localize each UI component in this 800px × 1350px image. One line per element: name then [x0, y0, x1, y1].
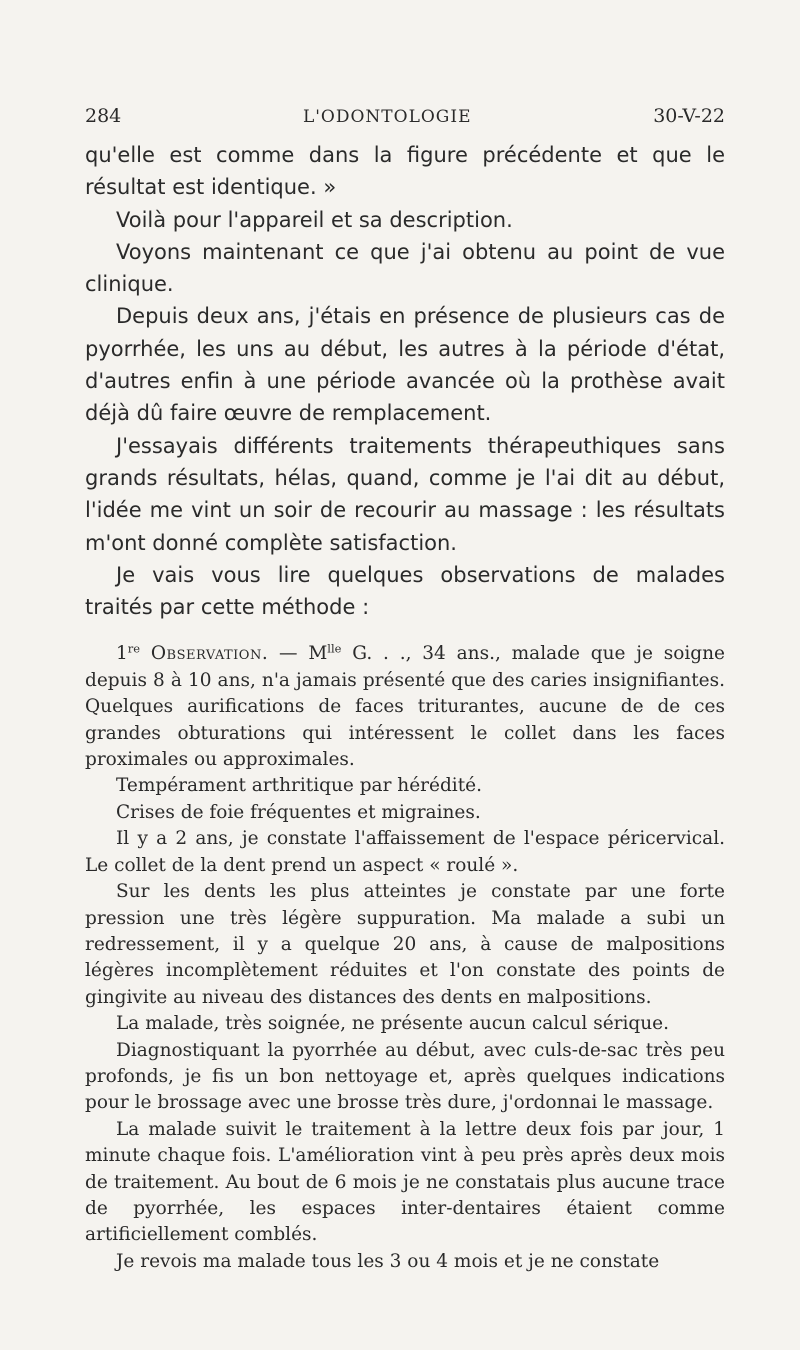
observation-text: G. . ., 34 ans., malade que je soigne depuis 8 à 10 ans, n'a jamais présenté que des caries insignifiantes. Quelques aurifications de faces triturantes, aucune de de ces grandes obturations qui intéressent le collet dans les faces proximales ou approximales.: [85, 643, 726, 771]
issue-date: 30-V-22: [653, 105, 725, 127]
book-page: [85, 105, 725, 1275]
paragraph: Crises de foie fréquentes et migraines.: [116, 801, 481, 823]
paragraph: Diagnostiquant la pyorrhée au début, avec culs-de-sac très peu profonds, je fis un bon nettoyage et, après quelques indications pour le brossage avec une brosse très dure, j'ordonnai le massage.: [85, 1039, 725, 1114]
paragraph: Je vais vous lire quelques observations de malades traités par cette méthode :: [85, 562, 725, 620]
running-head: [85, 105, 725, 139]
paragraph: Voyons maintenant ce que j'ai obtenu au point de vue clinique.: [85, 239, 725, 297]
paragraph: qu'elle est comme dans la figure précédente et que le résultat est identique. »: [85, 143, 725, 200]
journal-title: L'ODONTOLOGIE: [302, 107, 472, 127]
title-suffix: lle: [327, 642, 342, 657]
paragraph: La malade suivit le traitement à la lettre deux fois par jour, 1 minute chaque fois. L'amélioration vint à peu près après deux mois de traitement. Au bout de 6 mois je ne constatais plus aucune trace de pyorrhée, les espaces inter-dentaires étaient comme artificiellement comblés.: [85, 1118, 725, 1246]
observation-ordinal: 1: [116, 643, 128, 665]
body-text-large: [85, 139, 725, 623]
paragraph: Depuis deux ans, j'étais en présence de plusieurs cas de pyorrhée, les uns au début, les autres à la période d'état, d'autres enfin à une période avancée où la prothèse avait déjà dû faire œuvre de remplacement.: [85, 304, 725, 426]
paragraph: Je revois ma malade tous les 3 ou 4 mois et je ne constate: [116, 1250, 660, 1272]
paragraph: La malade, très soignée, ne présente aucun calcul sérique.: [116, 1013, 670, 1035]
em-dash: —: [268, 643, 309, 665]
observation-section: [85, 641, 725, 1275]
paragraph: Voilà pour l'appareil et sa description.: [116, 207, 513, 232]
paragraph: Sur les dents les plus atteintes je constate par une forte pression une très légère suppuration. Ma malade a subi un redressement, il y a quelque 20 ans, à cause de malpositions légères incomplètement réduites et l'on constate des points de gingivite au niveau des distances des dents en malpositions.: [85, 881, 725, 1008]
paragraph: J'essayais différents traitements thérapeuthiques sans grands résultats, hélas, quand, comme je l'ai dit au début, l'idée me vint un soir de recourir au massage : les résultats m'ont donné complète satisfaction.: [85, 433, 725, 555]
paragraph: Tempérament arthritique par hérédité.: [116, 775, 482, 797]
observation-label: Observation.: [150, 643, 269, 665]
ordinal-suffix: re: [127, 642, 141, 657]
observation-paragraph: [85, 641, 725, 773]
title-abbrev: M: [308, 643, 328, 665]
page-number: 284: [85, 105, 122, 127]
paragraph: Il y a 2 ans, je constate l'affaissement de l'espace péricervical. Le collet de la dent prend un aspect « roulé ».: [85, 828, 725, 876]
